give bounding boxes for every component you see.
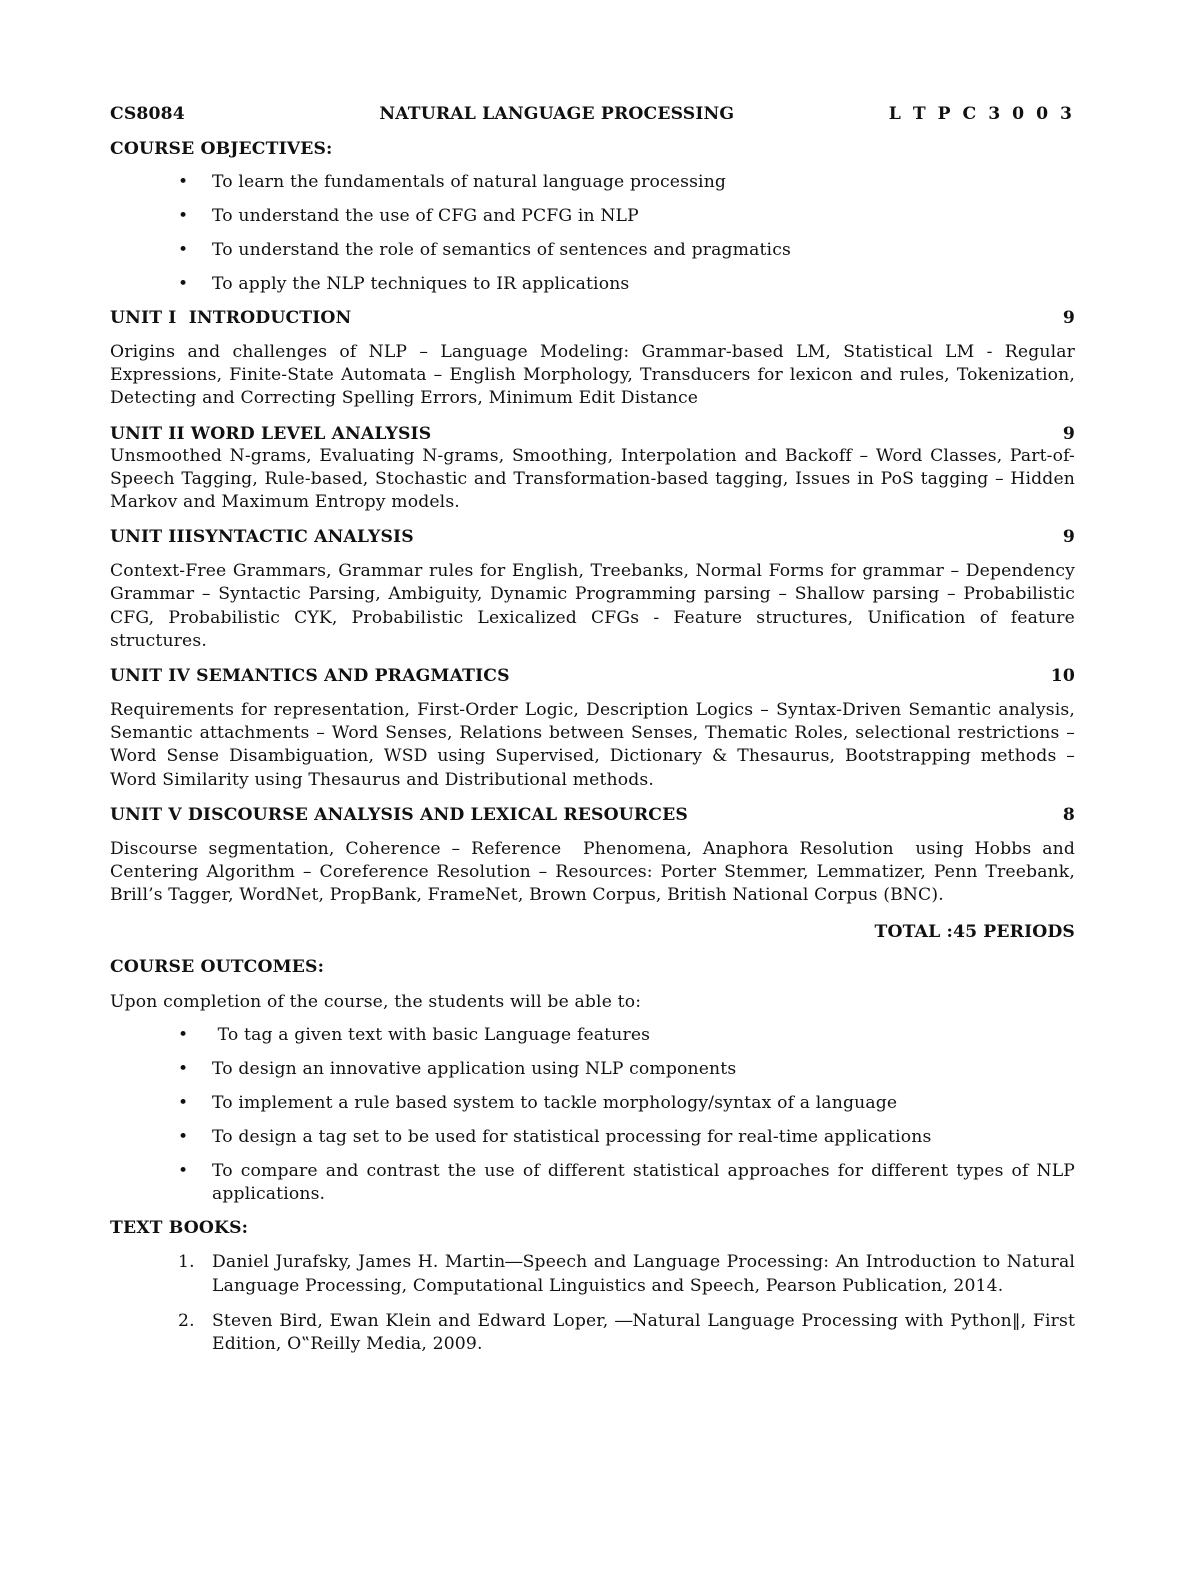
unit-hours: 9 (1062, 308, 1075, 328)
unit-title: UNIT II WORD LEVEL ANALYSIS (110, 423, 432, 444)
unit-1 (110, 307, 1075, 411)
textbook-text: Steven Bird, Ewan Klein and Edward Loper, ―Natural Language Processing with Python‖, First Edition, O‟Reilly Media, 2009. (212, 1310, 1075, 1355)
list-item: • To tag a given text with basic Language features (110, 1024, 1075, 1047)
textbook-item (110, 1251, 1075, 1297)
outcomes-list (110, 1024, 1075, 1206)
unit-heading (110, 804, 1075, 826)
course-header (110, 103, 1075, 125)
outcomes-heading: COURSE OUTCOMES: (110, 957, 325, 978)
syllabus-page (110, 103, 1081, 1356)
unit-5 (110, 804, 1081, 908)
unit-3 (110, 526, 1075, 653)
unit-4 (110, 665, 1075, 792)
unit-heading (110, 665, 1075, 687)
unit-hours: 8 (1062, 804, 1075, 825)
list-item: • To apply the NLP techniques to IR applications (110, 273, 1075, 296)
unit-title: UNIT IIISYNTACTIC ANALYSIS (110, 527, 414, 548)
textbook-text: Daniel Jurafsky, James H. Martin―Speech and Language Processing: An Introduction to Natural Language Processing, Computational Linguistics and Speech, Pearson Publication, 2014. (212, 1252, 1075, 1296)
unit-body: Unsmoothed N-grams, Evaluating N-grams, Smoothing, Interpolation and Backoff – Word Classes, Part-of-Speech Tagging, Rule-based, Stochastic and Transformation-based tagging, Issues in PoS tagging – Hidden Markov and Maximum Entropy models. (110, 445, 1075, 513)
unit-body: Context-Free Grammars, Grammar rules for English, Treebanks, Normal Forms for grammar – Dependency Grammar – Syntactic Parsing, Ambiguity, Dynamic Programming parsing – Shallow parsing – Probabilistic CFG, Probabilistic CYK, Probabilistic Lexicalized CFGs - Feature structures, Unification of feature structures. (110, 561, 1075, 651)
unit-2 (110, 423, 1075, 515)
list-item: • To understand the use of CFG and PCFG in NLP (110, 205, 1075, 228)
unit-heading (110, 423, 1075, 445)
unit-title: UNIT V DISCOURSE ANALYSIS AND LEXICAL RESOURCES (110, 804, 688, 825)
course-title: NATURAL LANGUAGE PROCESSING (379, 104, 735, 124)
unit-hours: 9 (1062, 423, 1075, 444)
list-item: • To design an innovative application using NLP components (110, 1058, 1075, 1081)
course-ltpc: L T P C 3 0 0 3 (888, 104, 1075, 124)
unit-body: Origins and challenges of NLP – Language Modeling: Grammar-based LM, Statistical LM - Regular Expressions, Finite-State Automata – English Morphology, Transducers for lexicon and rules, Tokenization, Detecting and Correcting Spelling Errors, Minimum Edit Distance (110, 342, 1075, 409)
total-periods: TOTAL :45 PERIODS (874, 922, 1075, 943)
list-item: • To design a tag set to be used for statistical processing for real-time applications (110, 1126, 1075, 1149)
list-item: • To understand the role of semantics of sentences and pragmatics (110, 239, 1075, 262)
list-item: • To learn the fundamentals of natural language processing (110, 171, 1075, 194)
outcomes-intro: Upon completion of the course, the students will be able to: (110, 992, 642, 1013)
textbooks-list (110, 1251, 1075, 1356)
unit-hours: 9 (1062, 527, 1075, 548)
unit-title: UNIT I INTRODUCTION (110, 308, 352, 328)
unit-title: UNIT IV SEMANTICS AND PRAGMATICS (110, 666, 510, 687)
list-item: • To compare and contrast the use of different statistical approaches for different types of NLP applications. (110, 1160, 1075, 1206)
unit-body: Discourse segmentation, Coherence – Reference Phenomena, Anaphora Resolution using Hobbs and Centering Algorithm – Coreference Resolution – Resources: Porter Stemmer, Lemmatizer, Penn Treebank, Brill’s Tagger, WordNet, PropBank, FrameNet, Brown Corpus, British National Corpus (BNC). (110, 838, 1081, 906)
unit-heading (110, 526, 1075, 548)
course-code: CS8084 (110, 104, 185, 124)
textbook-number: 2. (178, 1310, 195, 1331)
unit-body: Requirements for representation, First-Order Logic, Description Logics – Syntax-Driven Semantic analysis, Semantic attachments – Word Senses, Relations between Senses, Thematic Roles, selectional restrictions – Word Sense Disambiguation, WSD using Supervised, Dictionary & Thesaurus, Bootstrapping methods – Word Similarity using Thesaurus and Distributional methods. (110, 700, 1075, 790)
objectives-list (110, 171, 1075, 296)
objectives-heading: COURSE OBJECTIVES: (110, 139, 333, 159)
unit-heading (110, 307, 1075, 329)
textbook-item (110, 1310, 1075, 1356)
list-item: • To implement a rule based system to tackle morphology/syntax of a language (110, 1092, 1075, 1115)
textbook-number: 1. (178, 1252, 195, 1273)
unit-hours: 10 (1050, 666, 1075, 687)
textbooks-heading: TEXT BOOKS: (110, 1218, 249, 1239)
